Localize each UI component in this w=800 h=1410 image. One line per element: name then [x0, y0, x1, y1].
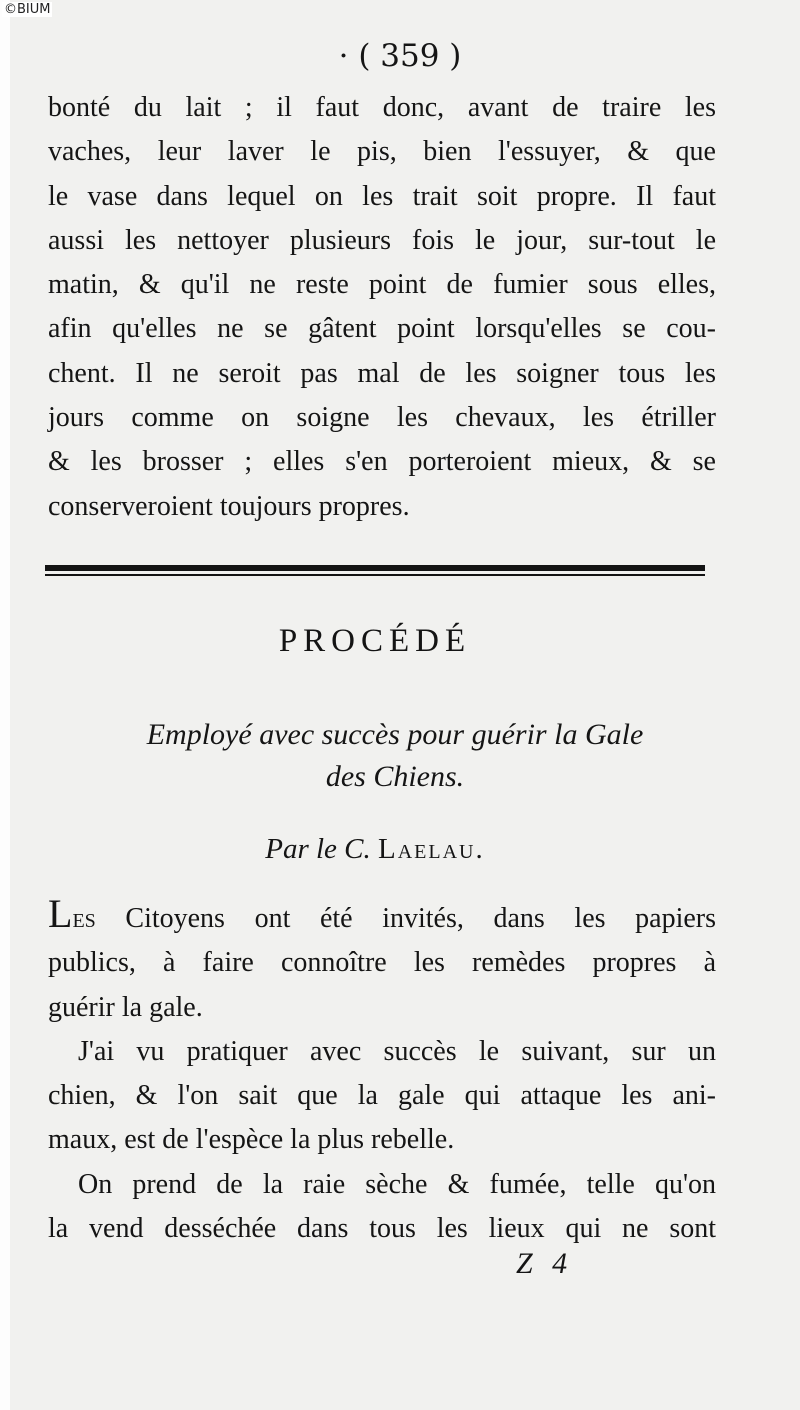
byline-author: Laelau. [378, 833, 485, 865]
text-line: On prend de la raie sèche & fumée, telle qu'on [78, 1168, 716, 1200]
section-divider-thick [45, 565, 705, 571]
text-line: conserveroient toujours propres. [48, 490, 410, 522]
drop-cap: L [48, 891, 73, 936]
text-line: maux, est de l'espèce la plus rebelle. [48, 1124, 455, 1156]
author-byline [0, 833, 750, 866]
text-line: & les brosser ; elles s'en porteroient mieux, & se [48, 446, 716, 478]
line-tail: Citoyens ont été invités, dans les papiers [95, 903, 716, 934]
subtitle-line: Employé avec succès pour guérir la Gale [146, 718, 644, 751]
section-divider-thin [45, 574, 705, 576]
page-edge [0, 0, 10, 1410]
page-number: · ( 359 ) [338, 38, 462, 74]
text-line: afin qu'elles ne se gâtent point lorsqu'elles se cou- [48, 313, 716, 345]
signature-mark: Z 4 [516, 1247, 574, 1280]
text-line: bonté du lait ; il faut donc, avant de traire les [48, 92, 716, 123]
text-line: chien, & l'on sait que la gale qui attaque les ani- [48, 1080, 716, 1112]
intro-paragraph [48, 86, 716, 529]
text-line: chent. Il ne seroit pas mal de les soigner tous les [48, 357, 716, 389]
text-line: vaches, leur laver le pis, bien l'essuyer, & que [48, 136, 716, 168]
source-watermark: ©BIUM [4, 2, 51, 17]
small-caps-word: es [72, 903, 96, 934]
text-line: aussi les nettoyer plusieurs fois le jour, sur-tout le [48, 224, 716, 256]
text-line: matin, & qu'il ne reste point de fumier sous elles, [48, 269, 716, 301]
subtitle-line: des Chiens. [325, 760, 465, 793]
text-line [48, 891, 716, 941]
text-line: la vend desséchée dans tous les lieux qui ne sont [48, 1213, 716, 1245]
text-line: J'ai vu pratiquer avec succès le suivant, sur un [78, 1035, 716, 1067]
section-heading: PROCÉDÉ [278, 623, 472, 659]
article-body [48, 891, 716, 1251]
text-line: jours comme on soigne les chevaux, les étriller [48, 402, 716, 434]
text-line: guérir la gale. [48, 991, 203, 1023]
text-line: publics, à faire connoître les remèdes propres à [48, 947, 716, 979]
section-subtitle [40, 714, 750, 798]
byline-prefix: Par le C. [265, 833, 371, 865]
text-line: le vase dans lequel on les trait soit propre. Il faut [48, 180, 716, 212]
